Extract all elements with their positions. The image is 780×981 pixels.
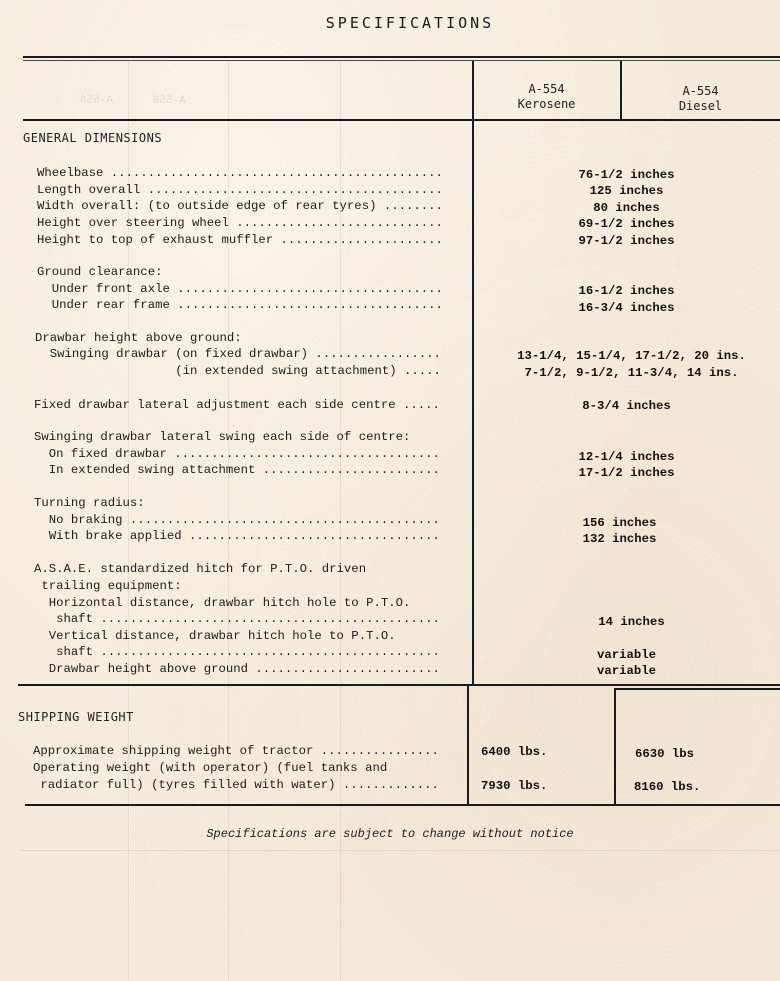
- column-model: A-554: [528, 82, 565, 96]
- shipping-diesel-top-rule: [614, 688, 780, 690]
- spec-label: Width overall: (to outside edge of rear tyres) ........: [37, 199, 443, 213]
- spec-label: Swinging drawbar lateral swing each side of centre:: [34, 430, 411, 444]
- section-heading-general-dimensions: GENERAL DIMENSIONS: [23, 131, 163, 145]
- spec-label: Approximate shipping weight of tractor ................: [33, 744, 439, 758]
- operating-value-diesel: 8160 lbs.: [634, 780, 701, 794]
- bleed-through-rule: [20, 850, 780, 851]
- spec-value: 97-1/2 inches: [578, 234, 675, 248]
- spec-label: Swinging drawbar (on fixed drawbar) .................: [35, 347, 441, 361]
- spec-value: 125 inches: [589, 184, 664, 198]
- spec-value: 69-1/2 inches: [578, 217, 675, 231]
- bottom-rule: [25, 804, 780, 806]
- spec-label: In extended swing attachment ........................: [34, 463, 440, 477]
- section-rule: [18, 684, 780, 686]
- spec-value: 76-1/2 inches: [578, 168, 675, 182]
- shipping-column-divider: [467, 685, 469, 805]
- spec-label: Operating weight (with operator) (fuel tanks and: [33, 761, 388, 775]
- shipping-value-kerosene: 6400 lbs.: [481, 745, 548, 759]
- spec-label: Horizontal distance, drawbar hitch hole to P.T.O.: [34, 596, 411, 610]
- header-rule: [23, 119, 780, 121]
- spec-label: Drawbar height above ground:: [35, 331, 242, 345]
- spec-value: 16-3/4 inches: [578, 301, 675, 315]
- spec-label: With brake applied ..................................: [34, 529, 440, 543]
- spec-value: 13-1/4, 15-1/4, 17-1/2, 20 ins.: [517, 349, 746, 363]
- spec-label: A.S.A.E. standardized hitch for P.T.O. driven: [34, 562, 367, 576]
- spec-label: shaft ..............................................: [34, 612, 440, 626]
- spec-label: Under rear frame ....................................: [37, 298, 443, 312]
- spec-value: 17-1/2 inches: [578, 466, 675, 480]
- spec-label: On fixed drawbar ....................................: [34, 447, 440, 461]
- spec-label: (in extended swing attachment) .....: [35, 364, 441, 378]
- column-header-diesel: [621, 84, 780, 114]
- spec-label: Under front axle ....................................: [37, 282, 443, 296]
- spec-value: 12-1/4 inches: [578, 450, 675, 464]
- shipping-column-divider-diesel: [614, 689, 616, 805]
- spec-label: trailing equipment:: [34, 579, 182, 593]
- column-fuel: Diesel: [678, 99, 723, 113]
- spec-label: Drawbar height above ground .........................: [34, 662, 440, 676]
- top-rule: [23, 56, 780, 58]
- spec-value: 16-1/2 inches: [578, 284, 675, 298]
- column-header-kerosene: [473, 82, 620, 112]
- spec-label: Height to top of exhaust muffler ......................: [37, 233, 443, 247]
- spec-label: Ground clearance:: [37, 265, 163, 279]
- spec-label: Wheelbase .............................................: [37, 166, 443, 180]
- spec-value: 7-1/2, 9-1/2, 11-3/4, 14 ins.: [524, 366, 739, 380]
- spec-value: 8-3/4 inches: [582, 399, 671, 413]
- operating-value-kerosene: 7930 lbs.: [481, 779, 548, 793]
- top-rule-secondary: [23, 60, 780, 61]
- spec-value: 156 inches: [582, 516, 657, 530]
- spec-value: 132 inches: [582, 532, 657, 546]
- spec-value: variable: [596, 664, 657, 678]
- spec-label: Vertical distance, drawbar hitch hole to P.T.O.: [34, 629, 396, 643]
- page-title: SPECIFICATIONS: [325, 14, 495, 32]
- footer-note: Specifications are subject to change without notice: [206, 827, 574, 841]
- spec-label: No braking ..........................................: [34, 513, 440, 527]
- spec-label: Fixed drawbar lateral adjustment each side centre .....: [34, 398, 440, 412]
- spec-value: 80 inches: [593, 201, 660, 215]
- column-model: A-554: [682, 84, 719, 98]
- column-fuel: Kerosene: [517, 97, 576, 111]
- spec-label: radiator full) (tyres filled with water) .............: [33, 778, 439, 792]
- spec-label: shaft ..............................................: [34, 645, 440, 659]
- shipping-value-diesel: 6630 lbs: [635, 747, 695, 761]
- bleed-through-text: A-558 A-558: [80, 95, 186, 107]
- spec-value: 14 inches: [598, 615, 665, 629]
- spec-label: Height over steering wheel ............................: [37, 216, 443, 230]
- spec-value: variable: [596, 648, 657, 662]
- spec-label: Turning radius:: [34, 496, 145, 510]
- section-heading-shipping-weight: SHIPPING WEIGHT: [18, 710, 134, 724]
- column-divider: [472, 61, 474, 685]
- spec-label: Length overall ........................................: [37, 183, 443, 197]
